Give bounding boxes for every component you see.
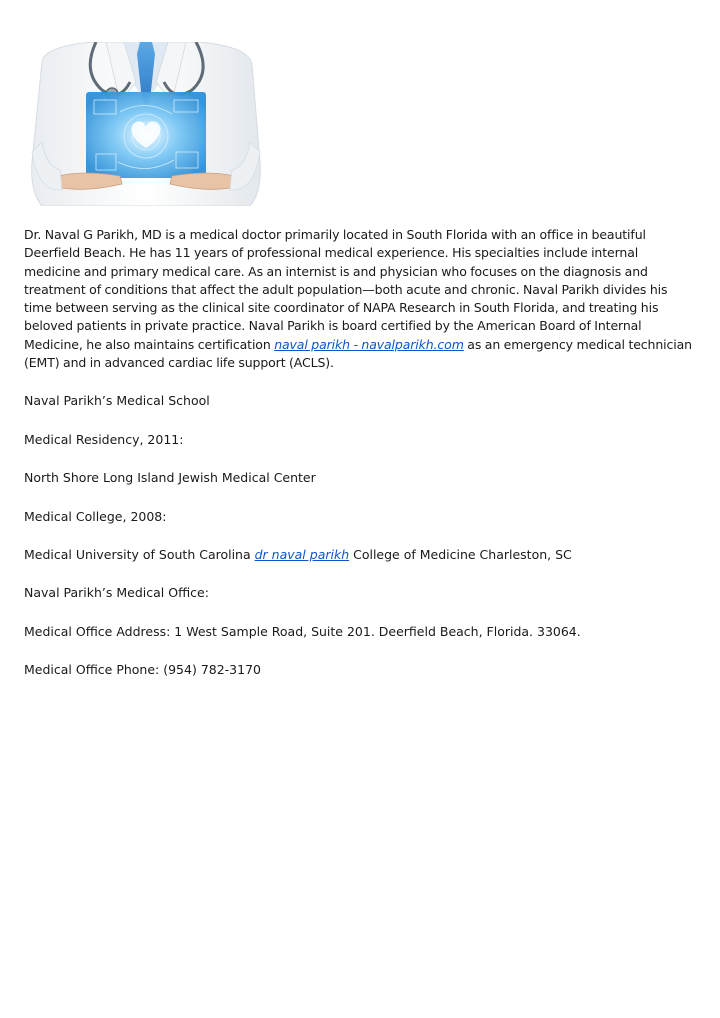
college-text: Medical University of South Carolina (24, 546, 255, 562)
office-address: Medical Office Address: 1 West Sample Road, Suite 201. Deerfield Beach, Florida. 33064. (24, 623, 581, 639)
medical-school-heading: Naval Parikh’s Medical School (24, 393, 210, 409)
office-phone: Medical Office Phone: (954) 782-3170 (24, 662, 261, 678)
intro-text-end: as an emergency medical technician (EMT) and in advanced cardiac life support (ACLS). (24, 336, 692, 371)
college-heading: Medical College, 2008: (24, 508, 167, 524)
residency-institution: North Shore Long Island Jewish Medical Center (24, 470, 316, 486)
college-institution (24, 546, 696, 564)
intro-text: Dr. Naval G Parikh, MD is a medical doctor primarily located in South Florida with an office in beautiful Deerfield Beach. He has 11 years of professional medical experience. His specialties include internal medicine and primary medical care. As an internist is and physician who focuses on the diagnosis and treatment of conditions that affect the adult population—both acute and chronic. Naval Parikh divides his time between serving as the clinical site coordinator of NAPA Research in South Florida, and treating his beloved patients in private practice. Naval Parikh is board certified by the American Board of Internal Medicine, he also maintains certification (24, 227, 668, 352)
medical-office-heading: Naval Parikh’s Medical Office: (24, 585, 209, 601)
naval-parikh-website-link[interactable]: naval parikh - navalparikh.com (274, 336, 464, 352)
intro-paragraph (24, 226, 696, 372)
doctor-illustration (24, 42, 268, 206)
dr-naval-parikh-link[interactable]: dr naval parikh (254, 546, 350, 562)
college-text-end: College of Medicine Charleston, SC (349, 546, 572, 562)
residency-heading: Medical Residency, 2011: (24, 431, 184, 447)
article-body (24, 226, 696, 700)
